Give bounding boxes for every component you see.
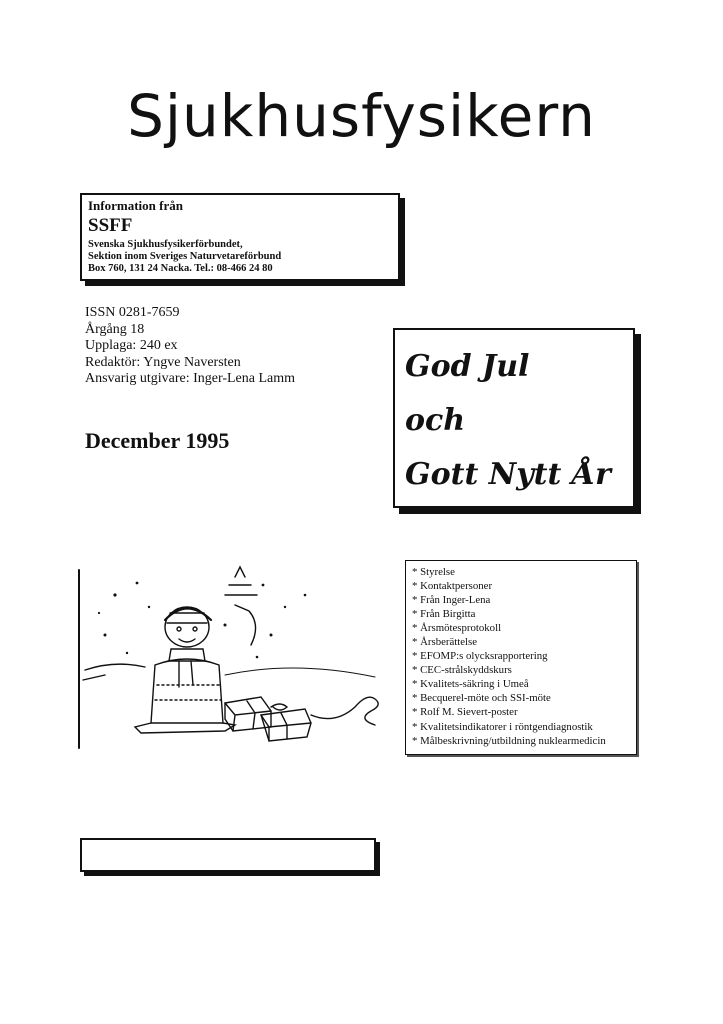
publication-details [85,305,295,388]
list-item: * Styrelse [412,566,455,578]
info-heading: Information från [88,198,183,213]
info-box [80,193,400,281]
list-item: * CEC-strålskyddskurs [412,664,512,677]
editor: Redaktör: Yngve Naversten [85,354,241,370]
christmas-illustration [75,565,395,750]
publisher: Ansvarig utgivare: Inger-Lena Lamm [85,371,296,386]
org-address: Box 760, 131 24 Nacka. Tel.: 08-466 24 80 [88,262,273,274]
list-item: * Kvalitets-säkring i Umeå [412,678,529,691]
issn: ISSN 0281-7659 [85,305,180,320]
list-item: * Kontaktpersoner [412,580,493,593]
org-section: Sektion inom Sveriges Naturvetareförbund [88,250,282,262]
issue-date: December 1995 [85,428,230,453]
contents-box [405,560,637,755]
list-item: * Från Inger-Lena [412,594,491,607]
list-item: * Årsmötesprotokoll [412,622,502,635]
volume: Årgång 18 [85,321,145,337]
contents-list [412,565,630,748]
list-item: * Rolf M. Sievert-poster [412,706,518,719]
circulation: Upplaga: 240 ex [85,338,178,353]
greeting-line: Gott Nytt År [405,457,611,492]
greeting-line: God Jul [405,349,530,384]
org-acronym: SSFF [88,214,133,236]
greeting-box [393,328,635,508]
masthead-title: Sjukhusfysikern [127,82,596,150]
list-item: * Målbeskrivning/utbildning nuklearmedicin [412,734,606,747]
list-item: * Årsberättelse [412,636,478,649]
org-name: Svenska Sjukhusfysikerförbundet, [88,238,243,250]
list-item: * EFOMP:s olycksrapportering [412,650,548,663]
empty-address-box [80,838,376,872]
greeting-line: och [405,403,466,438]
list-item: * Becquerel-möte och SSI-möte [412,692,551,705]
list-item: * Från Birgitta [412,608,476,621]
list-item: * Kvalitetsindikatorer i röntgendiagnostik [412,720,593,733]
